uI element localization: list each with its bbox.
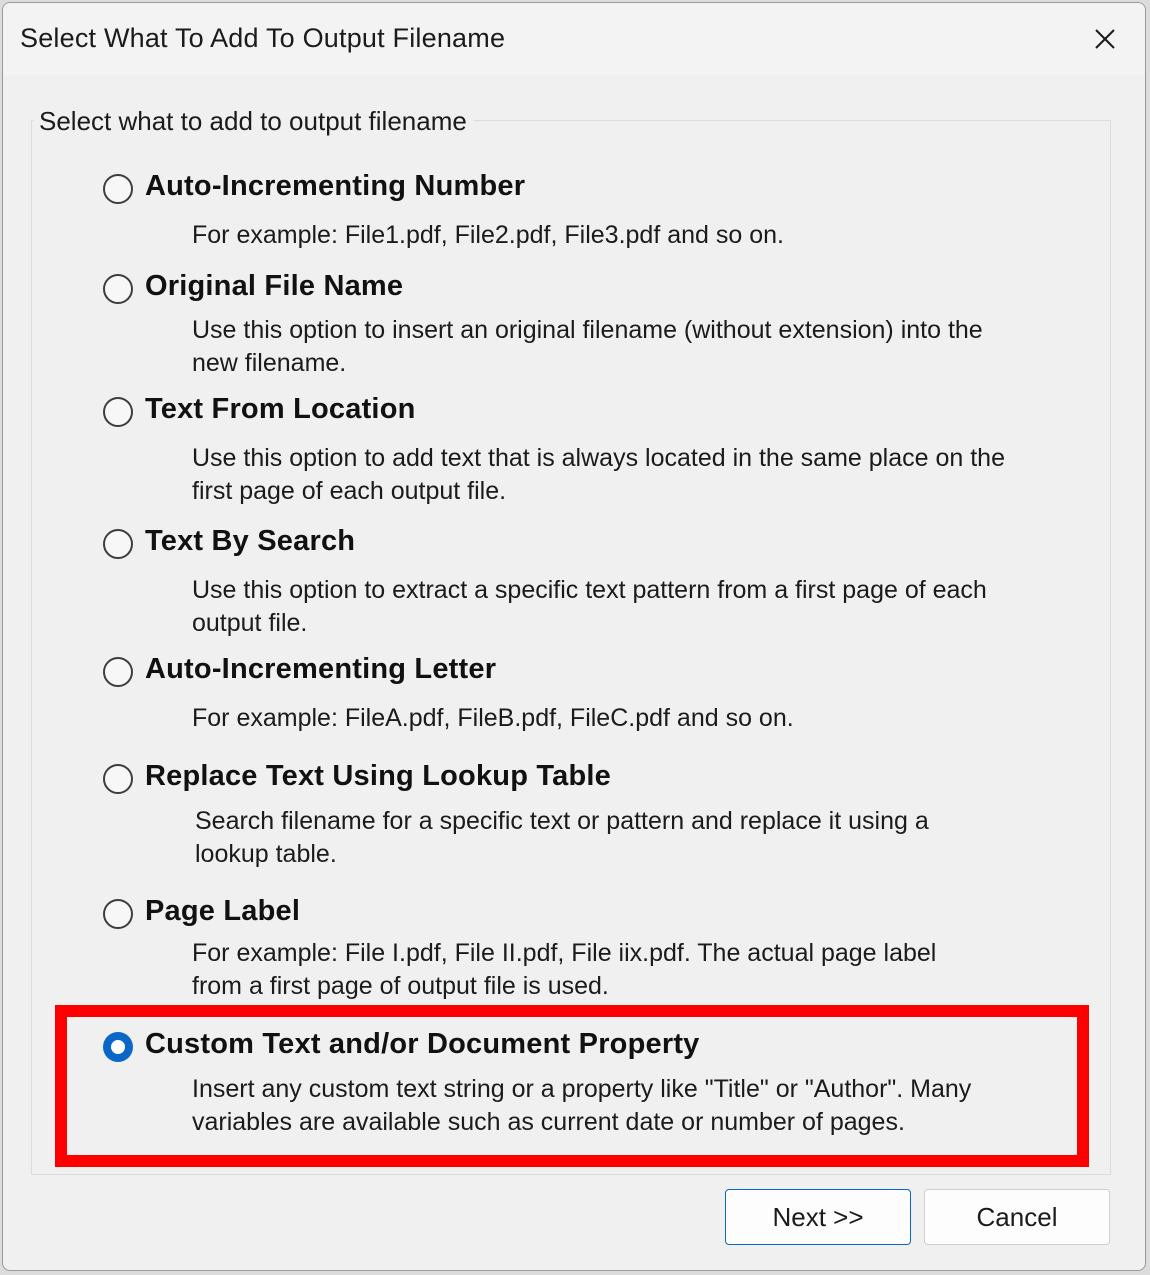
dialog-window [2,2,1146,1271]
close-icon [1093,27,1117,51]
close-button[interactable] [1085,19,1125,59]
cancel-button[interactable]: Cancel [924,1189,1110,1245]
option-description: Use this option to extract a specific text pattern from a first page of each output file. [192,576,987,637]
option-label[interactable]: Auto-Incrementing Number [145,170,526,202]
option-label[interactable]: Text From Location [145,393,416,425]
radio-replace-text-lookup-table[interactable] [103,764,133,794]
option-label[interactable]: Page Label [145,895,301,927]
radio-text-from-location[interactable] [103,397,133,427]
option-description: Search filename for a specific text or pattern and replace it using a lookup table. [195,807,929,868]
groupbox-legend: Select what to add to output filename [33,106,473,137]
next-button[interactable]: Next >> [725,1189,911,1245]
radio-auto-incrementing-letter[interactable] [103,657,133,687]
option-description: Use this option to insert an original filename (without extension) into the new filename. [192,316,983,377]
radio-original-file-name[interactable] [103,274,133,304]
option-description: For example: File1.pdf, File2.pdf, File3.pdf and so on. [192,221,784,249]
option-description: Use this option to add text that is always located in the same place on the first page of each output file. [192,444,1005,505]
radio-text-by-search[interactable] [103,529,133,559]
title-bar [3,3,1145,75]
selection-highlight-box [55,1005,1089,1167]
option-label[interactable]: Custom Text and/or Document Property [145,1028,700,1060]
option-description: For example: File I.pdf, File II.pdf, File iix.pdf. The actual page label from a first page of output file is used. [192,939,937,1000]
option-label[interactable]: Text By Search [145,525,356,557]
option-description: Insert any custom text string or a property like "Title" or "Author". Many variables are available such as current date or number of pages. [192,1075,972,1136]
radio-auto-incrementing-number[interactable] [103,174,133,204]
option-label[interactable]: Replace Text Using Lookup Table [145,760,611,792]
option-label[interactable]: Auto-Incrementing Letter [145,653,497,685]
dialog-title: Select What To Add To Output Filename [20,23,506,53]
option-label[interactable]: Original File Name [145,270,404,302]
option-description: For example: FileA.pdf, FileB.pdf, FileC.pdf and so on. [192,704,794,732]
radio-page-label[interactable] [103,899,133,929]
